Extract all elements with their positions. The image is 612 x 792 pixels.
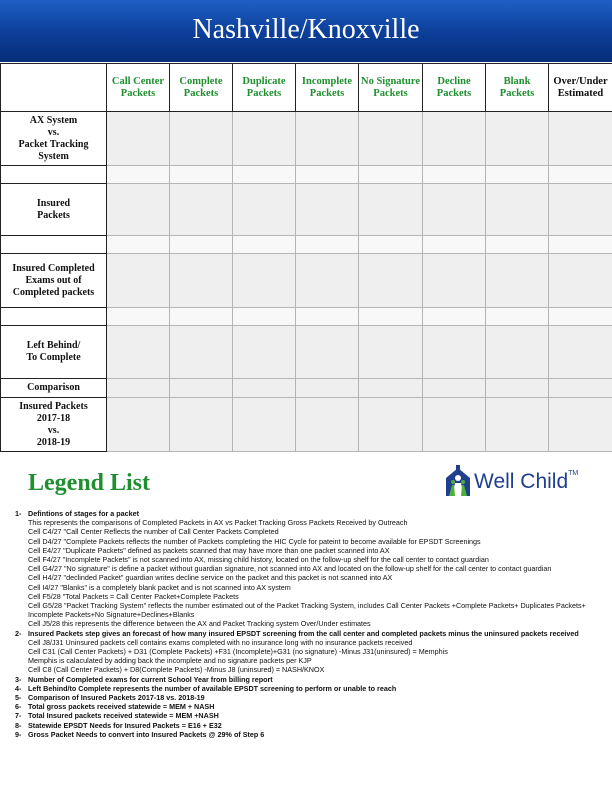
list-item: Cell F4/27 "Incomplete Packets" is not scanned into AX, missing child history, located on the follow-up shelf for the call center to contact guardian bbox=[28, 555, 489, 565]
table-cell[interactable] bbox=[549, 398, 612, 452]
table-cell[interactable] bbox=[296, 184, 359, 236]
col-header-call-center: Call Center Packets bbox=[107, 64, 170, 112]
table-cell[interactable] bbox=[549, 184, 612, 236]
table-cell[interactable] bbox=[549, 379, 612, 398]
table-cell[interactable] bbox=[296, 398, 359, 452]
list-item: Cell C8 (Call Center Packets) + D8(Complete Packets) -Minus J8 (uninsured) = NASH/KNOX bbox=[28, 665, 325, 675]
table-cell[interactable] bbox=[296, 326, 359, 379]
table-row bbox=[1, 112, 612, 166]
table-cell[interactable] bbox=[549, 254, 612, 308]
table-cell[interactable] bbox=[423, 379, 486, 398]
table-cell[interactable] bbox=[359, 326, 423, 379]
table-cell[interactable] bbox=[170, 398, 233, 452]
list-item: 7- Total Insured packets received statewide = MEM +NASH bbox=[15, 711, 219, 721]
col-header-blank: Blank Packets bbox=[486, 64, 549, 112]
table-cell[interactable] bbox=[359, 112, 423, 166]
list-item: Cell J8/J31 Uninsured packets cell contains exams completed with no insurance long with no insurance packets received bbox=[28, 637, 413, 647]
spacer-row bbox=[1, 166, 612, 184]
table-cell[interactable] bbox=[423, 398, 486, 452]
list-item: Cell D4/27 "Complete Packets reflects the number of Packets completing the HIC Cycle for pateint to become available for EPSDT Screenings bbox=[28, 536, 481, 546]
table-cell[interactable] bbox=[486, 398, 549, 452]
table-cell[interactable] bbox=[423, 254, 486, 308]
list-item: Memphis is calaculated by adding back the incomplete and no signature packets per KJP bbox=[28, 656, 312, 666]
list-item: Cell G5/28 "Packet Tracking System" reflects the number estimated out of the Packet Tracking System, includes Call Center Packets +Complete Packets+ Duplicates Packets+ Incomplete Packets+No Signature+Declines+Blanks bbox=[28, 601, 586, 620]
list-item: 8- Statewide EPSDT Needs for Insured Packets = E16 + E32 bbox=[15, 720, 222, 730]
stats-table bbox=[0, 63, 612, 452]
col-header-no-signature: No Signature Packets bbox=[359, 64, 423, 112]
spacer-row bbox=[1, 308, 612, 326]
list-item: 2- Insured Packets step gives an forecast of how many insured EPSDT screening from the call center and completed packets minus the uninsured packets received bbox=[15, 628, 579, 638]
list-item: This represents the comparisons of Completed Packets in AX vs Packet Tracking Gross Packets Received by Outreach bbox=[28, 518, 408, 528]
table-cell[interactable] bbox=[359, 379, 423, 398]
table-row bbox=[1, 398, 612, 452]
list-item: 3- Number of Completed exams for current School Year from billing report bbox=[15, 674, 273, 684]
table-row bbox=[1, 254, 612, 308]
list-item: Cell F5/28 "Total Packets = Call Center Packet+Complete Packets bbox=[28, 591, 239, 601]
well-child-logo bbox=[444, 464, 594, 498]
table-cell[interactable] bbox=[170, 254, 233, 308]
table-row bbox=[1, 379, 612, 398]
list-item: 5- Comparison of Insured Packets 2017-18 vs. 2018-19 bbox=[15, 693, 205, 703]
table-cell[interactable] bbox=[107, 184, 170, 236]
table-cell[interactable] bbox=[170, 112, 233, 166]
table-cell[interactable] bbox=[296, 379, 359, 398]
table-cell[interactable] bbox=[107, 398, 170, 452]
row-label-ax-system: AX System vs. Packet Tracking System bbox=[1, 112, 107, 166]
table-header-row bbox=[1, 64, 612, 112]
list-item: 6- Total gross packets received statewide = MEM + NASH bbox=[15, 702, 215, 712]
table-cell[interactable] bbox=[107, 379, 170, 398]
table-cell[interactable] bbox=[107, 254, 170, 308]
list-item: 9- Gross Packet Needs to convert into Insured Packets @ 29% of Step 6 bbox=[15, 729, 265, 739]
table-cell[interactable] bbox=[170, 326, 233, 379]
header-banner bbox=[0, 0, 612, 62]
table-cell[interactable] bbox=[549, 112, 612, 166]
list-item: Cell C4/27 "Call Center Reflects the number of Call Center Packets Completed bbox=[28, 527, 279, 537]
list-item: Cell J5/28 this represents the difference between the AX and Packet Tracking system Over/Under estimates bbox=[28, 619, 371, 629]
col-header-complete: Complete Packets bbox=[170, 64, 233, 112]
list-item: Cell H4/27 "declinded Packet" guardian writes decline service on the packet and this packet is not scanned into AX bbox=[28, 573, 393, 583]
table-cell[interactable] bbox=[423, 326, 486, 379]
table-cell[interactable] bbox=[296, 112, 359, 166]
table-cell[interactable] bbox=[107, 112, 170, 166]
schoolhouse-family-icon bbox=[444, 465, 472, 497]
col-header-over-under: Over/Under Estimated bbox=[549, 64, 612, 112]
list-item: Cell E4/27 "Duplicate Packets" defined as packets scanned that may have more than one packet scanned into AX bbox=[28, 545, 390, 555]
row-label-insured-completed: Insured Completed Exams out of Completed packets bbox=[1, 254, 107, 308]
table-cell[interactable] bbox=[359, 398, 423, 452]
table-cell[interactable] bbox=[233, 379, 296, 398]
table-cell[interactable] bbox=[170, 184, 233, 236]
table-cell[interactable] bbox=[233, 398, 296, 452]
table-cell[interactable] bbox=[486, 112, 549, 166]
list-item: 1- Defintions of stages for a packet bbox=[15, 509, 140, 518]
col-header-decline: Decline Packets bbox=[423, 64, 486, 112]
table-cell[interactable] bbox=[423, 112, 486, 166]
table-row bbox=[1, 326, 612, 379]
table-cell[interactable] bbox=[233, 254, 296, 308]
logo-text: Well Child bbox=[474, 470, 569, 493]
table-cell[interactable] bbox=[107, 326, 170, 379]
table-row bbox=[1, 184, 612, 236]
table-cell[interactable] bbox=[233, 112, 296, 166]
table-cell[interactable] bbox=[233, 184, 296, 236]
spacer-row bbox=[1, 236, 612, 254]
corner-cell bbox=[1, 64, 107, 112]
table-cell[interactable] bbox=[486, 184, 549, 236]
table-cell[interactable] bbox=[423, 184, 486, 236]
page-title: Nashville/Knoxville bbox=[192, 14, 420, 45]
legend-title: Legend List bbox=[28, 470, 151, 496]
logo-trademark: TM bbox=[568, 470, 579, 477]
table-cell[interactable] bbox=[486, 326, 549, 379]
list-item: Cell I4/27 "Blanks" is a completely blank packet and is not scanned into AX system bbox=[28, 582, 291, 592]
legend-list bbox=[15, 509, 605, 739]
table-cell[interactable] bbox=[359, 254, 423, 308]
row-label-comparison: Comparison bbox=[1, 379, 107, 398]
list-item: Cell G4/27 "No signature" is define a packet without guardian signature, not scanned into AX and located on the follow-up shelf for the call center to contact guardian bbox=[28, 564, 552, 574]
table-cell[interactable] bbox=[296, 254, 359, 308]
table-cell[interactable] bbox=[233, 326, 296, 379]
table-cell[interactable] bbox=[486, 254, 549, 308]
col-header-duplicate: Duplicate Packets bbox=[233, 64, 296, 112]
row-label-insured-packets: Insured Packets bbox=[1, 184, 107, 236]
list-item: Cell C31 (Call Center Packets) + D31 (Complete Packets) +F31 (Incomplete)+G31 (no signature) -Minus J31(uninsured) = Memphis bbox=[28, 647, 448, 657]
col-header-incomplete: Incomplete Packets bbox=[296, 64, 359, 112]
row-label-insured-packets-years: Insured Packets 2017-18 vs. 2018-19 bbox=[1, 398, 107, 452]
table-cell[interactable] bbox=[549, 326, 612, 379]
table-cell[interactable] bbox=[359, 184, 423, 236]
table-cell[interactable] bbox=[170, 379, 233, 398]
row-label-left-behind: Left Behind/ To Complete bbox=[1, 326, 107, 379]
table-cell[interactable] bbox=[486, 379, 549, 398]
list-item: 4- Left Behind/to Complete represents the number of available EPSDT screening to perform or unable to reach bbox=[15, 683, 397, 693]
